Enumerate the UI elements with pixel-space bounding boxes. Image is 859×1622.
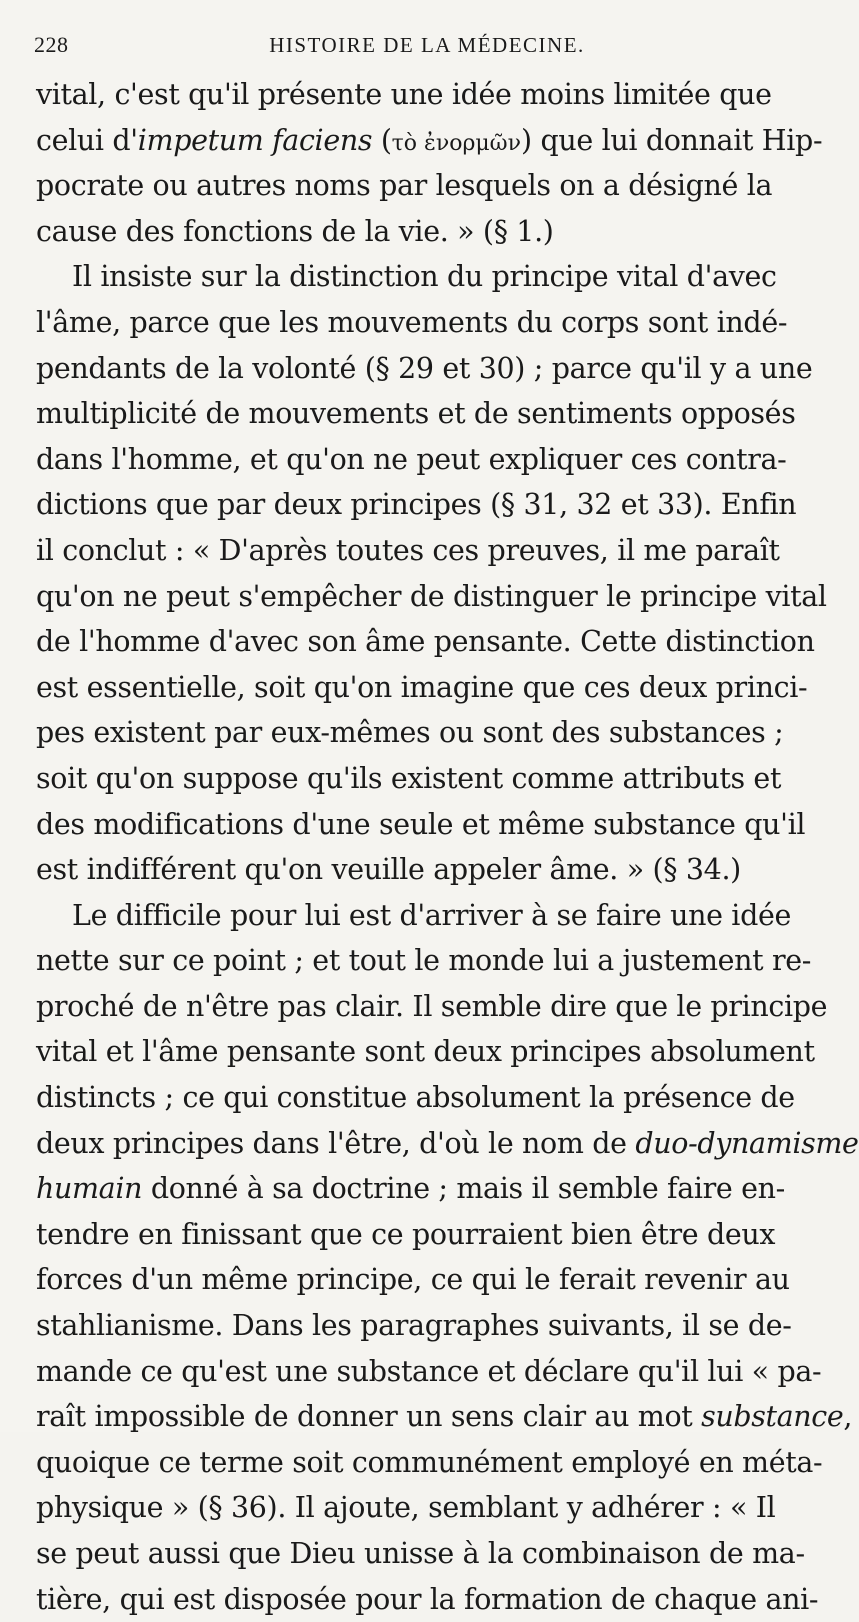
text-line [36, 1531, 805, 1577]
text-segment: pes existent par eux-mêmes ou sont des substances ; [36, 716, 784, 750]
text-line [36, 847, 754, 893]
text-segment: donné à sa doctrine ; mais il semble faire en- [142, 1172, 785, 1206]
text-line [36, 1349, 822, 1395]
text-segment: cause des fonctions de la vie. » (§ 1.) [36, 214, 554, 248]
text-line [36, 163, 773, 209]
text-line [36, 665, 808, 711]
text-segment: se peut aussi que Dieu unisse à la combinaison de ma- [36, 1537, 805, 1570]
text-segment: Il insiste sur la distinction du principe vital d'avec [72, 260, 777, 294]
text-segment: il conclut : « D'après toutes ces preuves, il me paraît [36, 533, 780, 567]
text-segment: proché de n'être pas clair. Il semble dire que le principe [36, 989, 828, 1023]
text-segment: Le difficile pour lui est d'arriver à se faire une idée [72, 898, 791, 932]
text-segment: distincts ; ce qui constitue absolument la présence de [36, 1081, 795, 1115]
text-line [36, 118, 823, 164]
text-line [36, 1212, 776, 1258]
text-line [36, 1121, 859, 1167]
text-line [36, 1257, 790, 1303]
page-number: 228 [34, 32, 69, 57]
text-segment: tière, qui est disposée pour la formation de chaque ani- [36, 1582, 819, 1616]
text-line [36, 802, 806, 848]
text-segment: dans l'homme, et qu'on ne peut expliquer ces contra- [36, 442, 787, 476]
text-segment: est indifférent qu'on veuille appeler âme. » (§ 34.) [36, 853, 741, 887]
text-line [36, 1303, 792, 1349]
text-line [36, 619, 815, 665]
italic-text: impetum faciens [137, 123, 373, 157]
text-segment: , [843, 1400, 853, 1434]
text-segment: tendre en finissant que ce pourraient bien être deux [36, 1217, 776, 1251]
text-line [36, 482, 797, 528]
text-segment: multiplicité de mouvements et de sentiments opposés [36, 397, 796, 431]
text-segment: ( [372, 123, 392, 157]
greek-text: τὸ ἐνορμῶν [391, 130, 521, 156]
text-line [36, 437, 787, 483]
text-segment: dictions que par deux principes (§ 31, 32 et 33). Enfin [36, 488, 797, 522]
text-segment: nette sur ce point ; et tout le monde lui a justement re- [36, 944, 812, 978]
text-line [36, 300, 788, 346]
text-line [36, 346, 813, 392]
text-segment: qu'on ne peut s'empêcher de distinguer le principe vital [36, 579, 827, 613]
body-text [36, 72, 859, 1622]
text-line [36, 209, 754, 255]
text-segment: soit qu'on suppose qu'ils existent comme attributs et [36, 761, 782, 795]
text-segment: est essentielle, soit qu'on imagine que ces deux princi- [36, 670, 808, 704]
text-line [36, 1166, 785, 1212]
text-segment: pocrate ou autres noms par lesquels on a désigné la [36, 169, 773, 203]
text-line [36, 1577, 819, 1622]
text-segment: stahlianisme. Dans les paragraphes suivants, il se de- [36, 1309, 792, 1343]
text-line [36, 710, 784, 756]
text-line [36, 72, 772, 118]
text-line [36, 528, 780, 574]
text-line [36, 574, 827, 620]
text-segment: vital et l'âme pensante sont deux principes absolument [36, 1035, 815, 1069]
text-segment: raît impossible de donner un sens clair au mot [36, 1400, 702, 1434]
text-segment: physique » (§ 36). Il ajoute, semblant y adhérer : « Il [36, 1491, 776, 1525]
text-segment: vital, c'est qu'il présente une idée moins limitée que [36, 78, 772, 111]
italic-text: humain [36, 1172, 143, 1206]
text-line [36, 893, 791, 939]
text-segment: l'âme, parce que les mouvements du corps sont indé- [36, 305, 788, 339]
running-title: HISTOIRE DE LA MÉDECINE. [269, 33, 585, 57]
text-segment: forces d'un même principe, ce qui le ferait revenir au [36, 1263, 790, 1297]
text-line [36, 254, 777, 300]
text-segment: ) que lui donnait Hip- [521, 123, 823, 157]
italic-text: substance [701, 1400, 844, 1434]
text-segment: mande ce qu'est une substance et déclare qu'il lui « pa- [36, 1354, 822, 1388]
text-line [36, 1075, 795, 1121]
italic-text: duo-dynamisme [635, 1126, 859, 1160]
text-segment: deux principes dans l'être, d'où le nom de [36, 1126, 636, 1160]
text-segment: quoique ce terme soit communément employé en méta- [36, 1445, 823, 1479]
text-line [36, 1029, 815, 1075]
text-line [36, 1485, 776, 1531]
text-line [36, 1394, 853, 1440]
text-segment: celui d' [36, 123, 138, 157]
text-segment: de l'homme d'avec son âme pensante. Cette distinction [36, 625, 815, 659]
text-segment: des modifications d'une seule et même substance qu'il [36, 807, 806, 841]
text-line [36, 391, 796, 437]
text-line [36, 1440, 823, 1486]
text-segment: pendants de la volonté (§ 29 et 30) ; parce qu'il y a une [36, 351, 813, 385]
text-line [36, 756, 782, 802]
text-line [36, 938, 812, 984]
text-line [36, 984, 828, 1030]
running-head [34, 32, 760, 62]
